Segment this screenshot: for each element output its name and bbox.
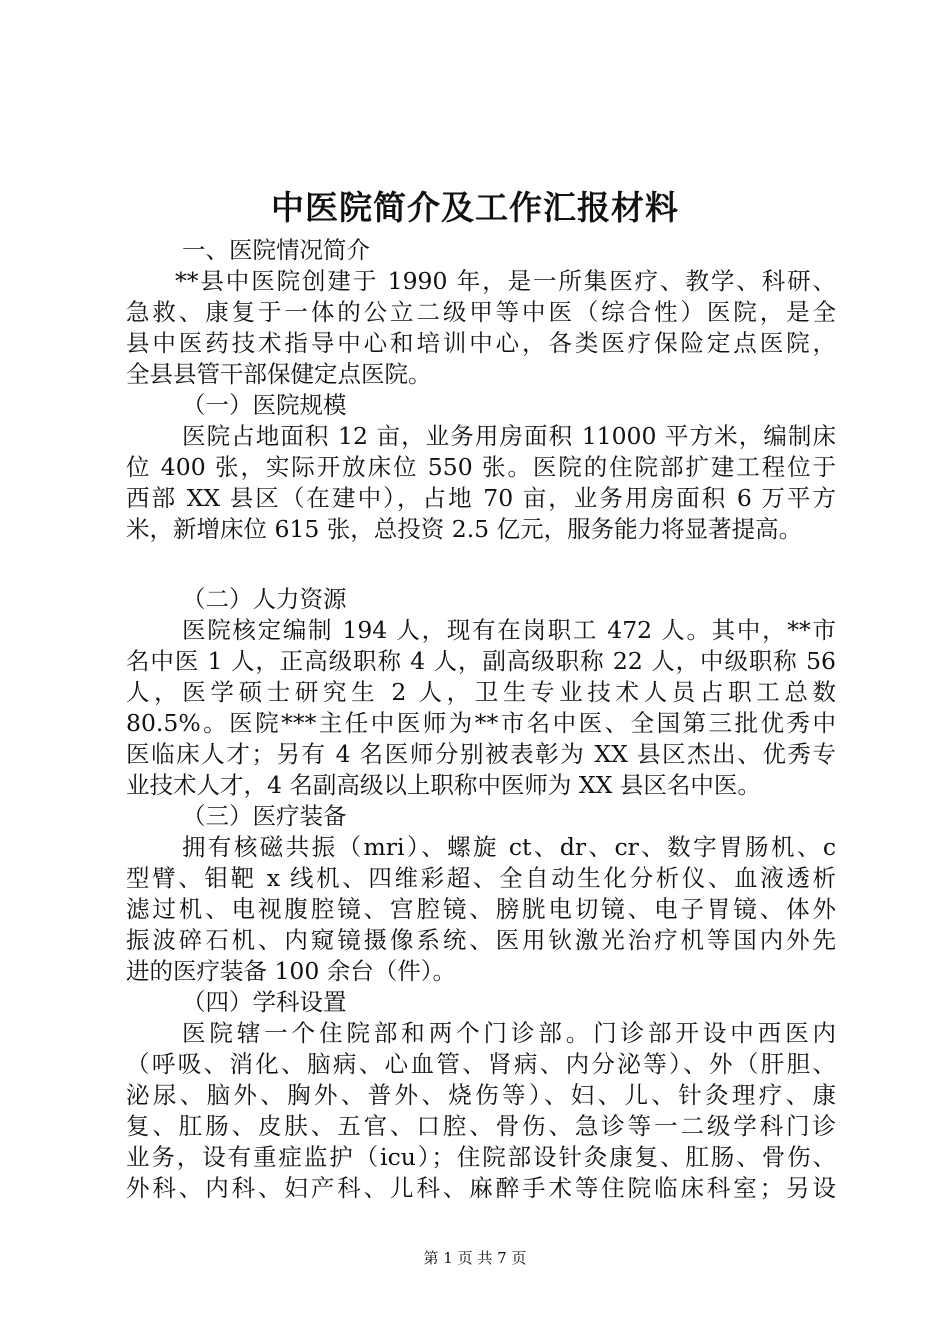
paragraph-line: 医临床人才；另有 4 名医师分别被表彰为 XX 县区杰出、优秀专 [126,740,836,768]
paragraph-line: 急救、康复于一体的公立二级甲等中医（综合性）医院，是全 [126,298,836,326]
subsection-heading: （一）医院规模 [182,391,347,419]
paragraph-line: 复、肛肠、皮肤、五官、口腔、骨伤、急诊等一二级学科门诊 [126,1112,836,1140]
paragraph-gap [126,545,836,584]
paragraph-line: 县中医药技术指导中心和培训中心，各类医疗保险定点医院， [126,329,836,357]
document-body [126,235,836,1204]
page-indicator: 第 1 页 共 7 页 [423,1249,527,1267]
subsection-heading: （三）医疗装备 [182,802,347,830]
paragraph-line: 泌尿、脑外、胸外、普外、烧伤等）、妇、儿、针灸理疗、康 [126,1081,836,1109]
paragraph-line: 拥有核磁共振（mri）、螺旋 ct、dr、cr、数字胃肠机、c [182,833,836,861]
paragraph-line: 业务，设有重症监护（icu）；住院部设针灸康复、肛肠、骨伤、 [126,1143,836,1171]
paragraph-line: 型臂、钼靶 x 线机、四维彩超、全自动生化分析仪、血液透析 [126,864,836,892]
subsection-heading: （二）人力资源 [182,585,347,613]
paragraph-line: 医院占地面积 12 亩，业务用房面积 11000 平方米，编制床 [182,422,836,450]
paragraph-line: 80.5%。医院***主任中医师为**市名中医、全国第三批优秀中 [126,709,836,737]
document-title: 中医院简介及工作汇报材料 [271,188,679,227]
paragraph-line: 振波碎石机、内窥镜摄像系统、医用钬激光治疗机等国内外先 [126,926,836,954]
paragraph-line: 位 400 张，实际开放床位 550 张。医院的住院部扩建工程位于 [126,453,836,481]
paragraph-line: 西部 XX 县区（在建中），占地 70 亩，业务用房面积 6 万平方 [126,484,836,512]
paragraph-line: 名中医 1 人，正高级职称 4 人，副高级职称 22 人，中级职称 56 [126,647,836,675]
paragraph-line: 医院辖一个住院部和两个门诊部。门诊部开设中西医内 [182,1019,836,1047]
paragraph-line: **县中医院创建于 1990 年，是一所集医疗、教学、科研、 [175,267,836,295]
paragraph-line: 滤过机、电视腹腔镜、宫腔镜、膀胱电切镜、电子胃镜、体外 [126,895,836,923]
paragraph-line: 米，新增床位 615 张，总投资 2.5 亿元，服务能力将显著提高。 [126,515,803,543]
paragraph-line: （呼吸、消化、脑病、心血管、肾病、内分泌等）、外（肝胆、 [126,1050,836,1078]
paragraph-line: 人，医学硕士研究生 2 人，卫生专业技术人员占职工总数 [126,678,836,706]
section-heading: 一、医院情况简介 [182,236,370,264]
paragraph-line: 外科、内科、妇产科、儿科、麻醉手术等住院临床科室；另设 [126,1174,836,1202]
paragraph-line: 医院核定编制 194 人，现有在岗职工 472 人。其中，**市 [182,616,836,644]
paragraph-line: 全县县管干部保健定点医院。 [126,360,432,388]
paragraph-line: 业技术人才，4 名副高级以上职称中医师为 XX 县区名中医。 [126,771,761,799]
subsection-heading: （四）学科设置 [182,988,347,1016]
paragraph-line: 进的医疗装备 100 余台（件）。 [126,957,457,985]
